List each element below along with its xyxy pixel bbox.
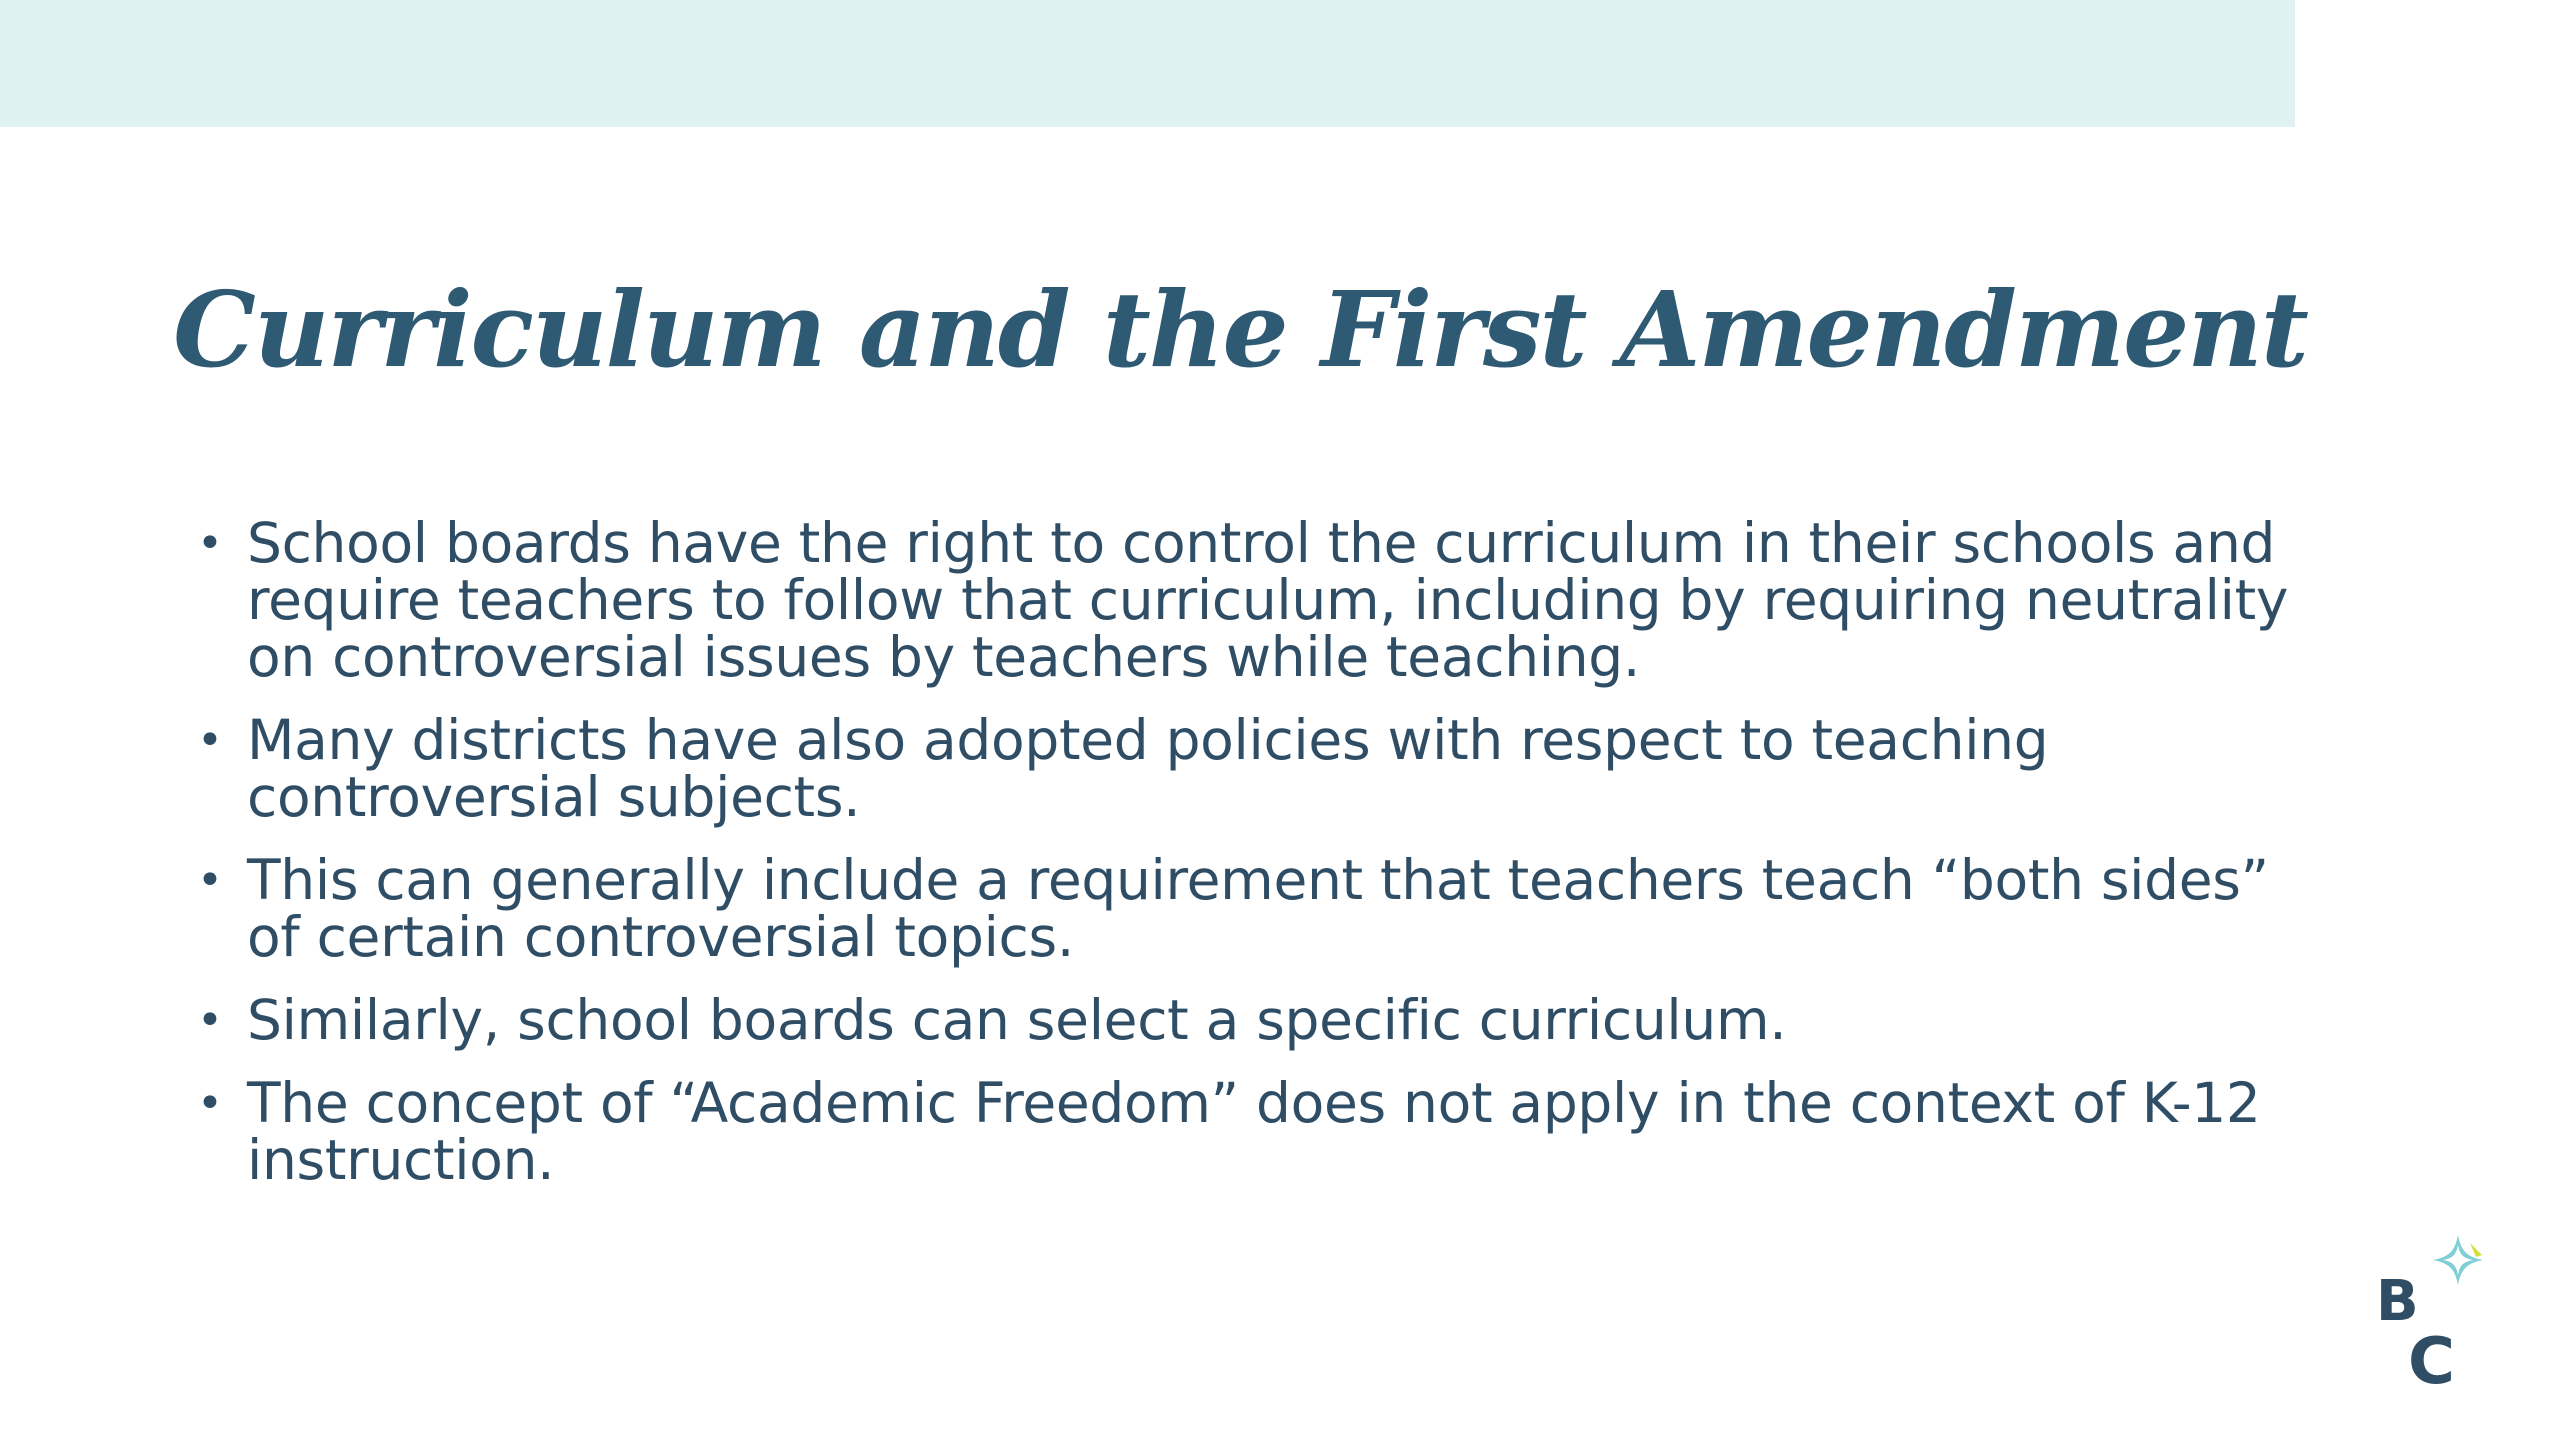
bullet-item [195,988,2335,1052]
bullet-marker: • [197,715,223,766]
bullet-item [195,511,2335,689]
bullet-item [195,848,2335,969]
logo-letter-b: B [2376,1269,2419,1334]
slide-title: Curriculum and the First Amendment [173,268,2307,391]
bullet-marker: • [197,995,223,1046]
bullet-item [195,1071,2335,1192]
header-band [0,0,2295,127]
bc-logo [2370,1235,2500,1390]
bullet-text: Similarly, school boards can select a specific curriculum. [247,988,1787,1052]
bullet-text: The concept of “Academic Freedom” does not apply in the context of K-12 instruction. [247,1071,2261,1192]
bullet-list [195,511,2335,1215]
bullet-marker: • [197,1078,223,1129]
logo-letter-c: C [2408,1325,2455,1390]
bullet-text: This can generally include a requirement that teachers teach “both sides” of certain controversial topics. [247,848,2269,969]
bullet-text: Many districts have also adopted policies with respect to teaching controversial subjects. [247,708,2049,829]
sparkle-star-icon [2433,1235,2483,1285]
bullet-marker: • [197,518,223,569]
bullet-item [195,708,2335,829]
bullet-marker: • [197,855,223,906]
bullet-text: School boards have the right to control the curriculum in their schools and require teachers to follow that curriculum, including by requiring neutrality on controversial issues by teachers while teaching. [247,511,2289,689]
